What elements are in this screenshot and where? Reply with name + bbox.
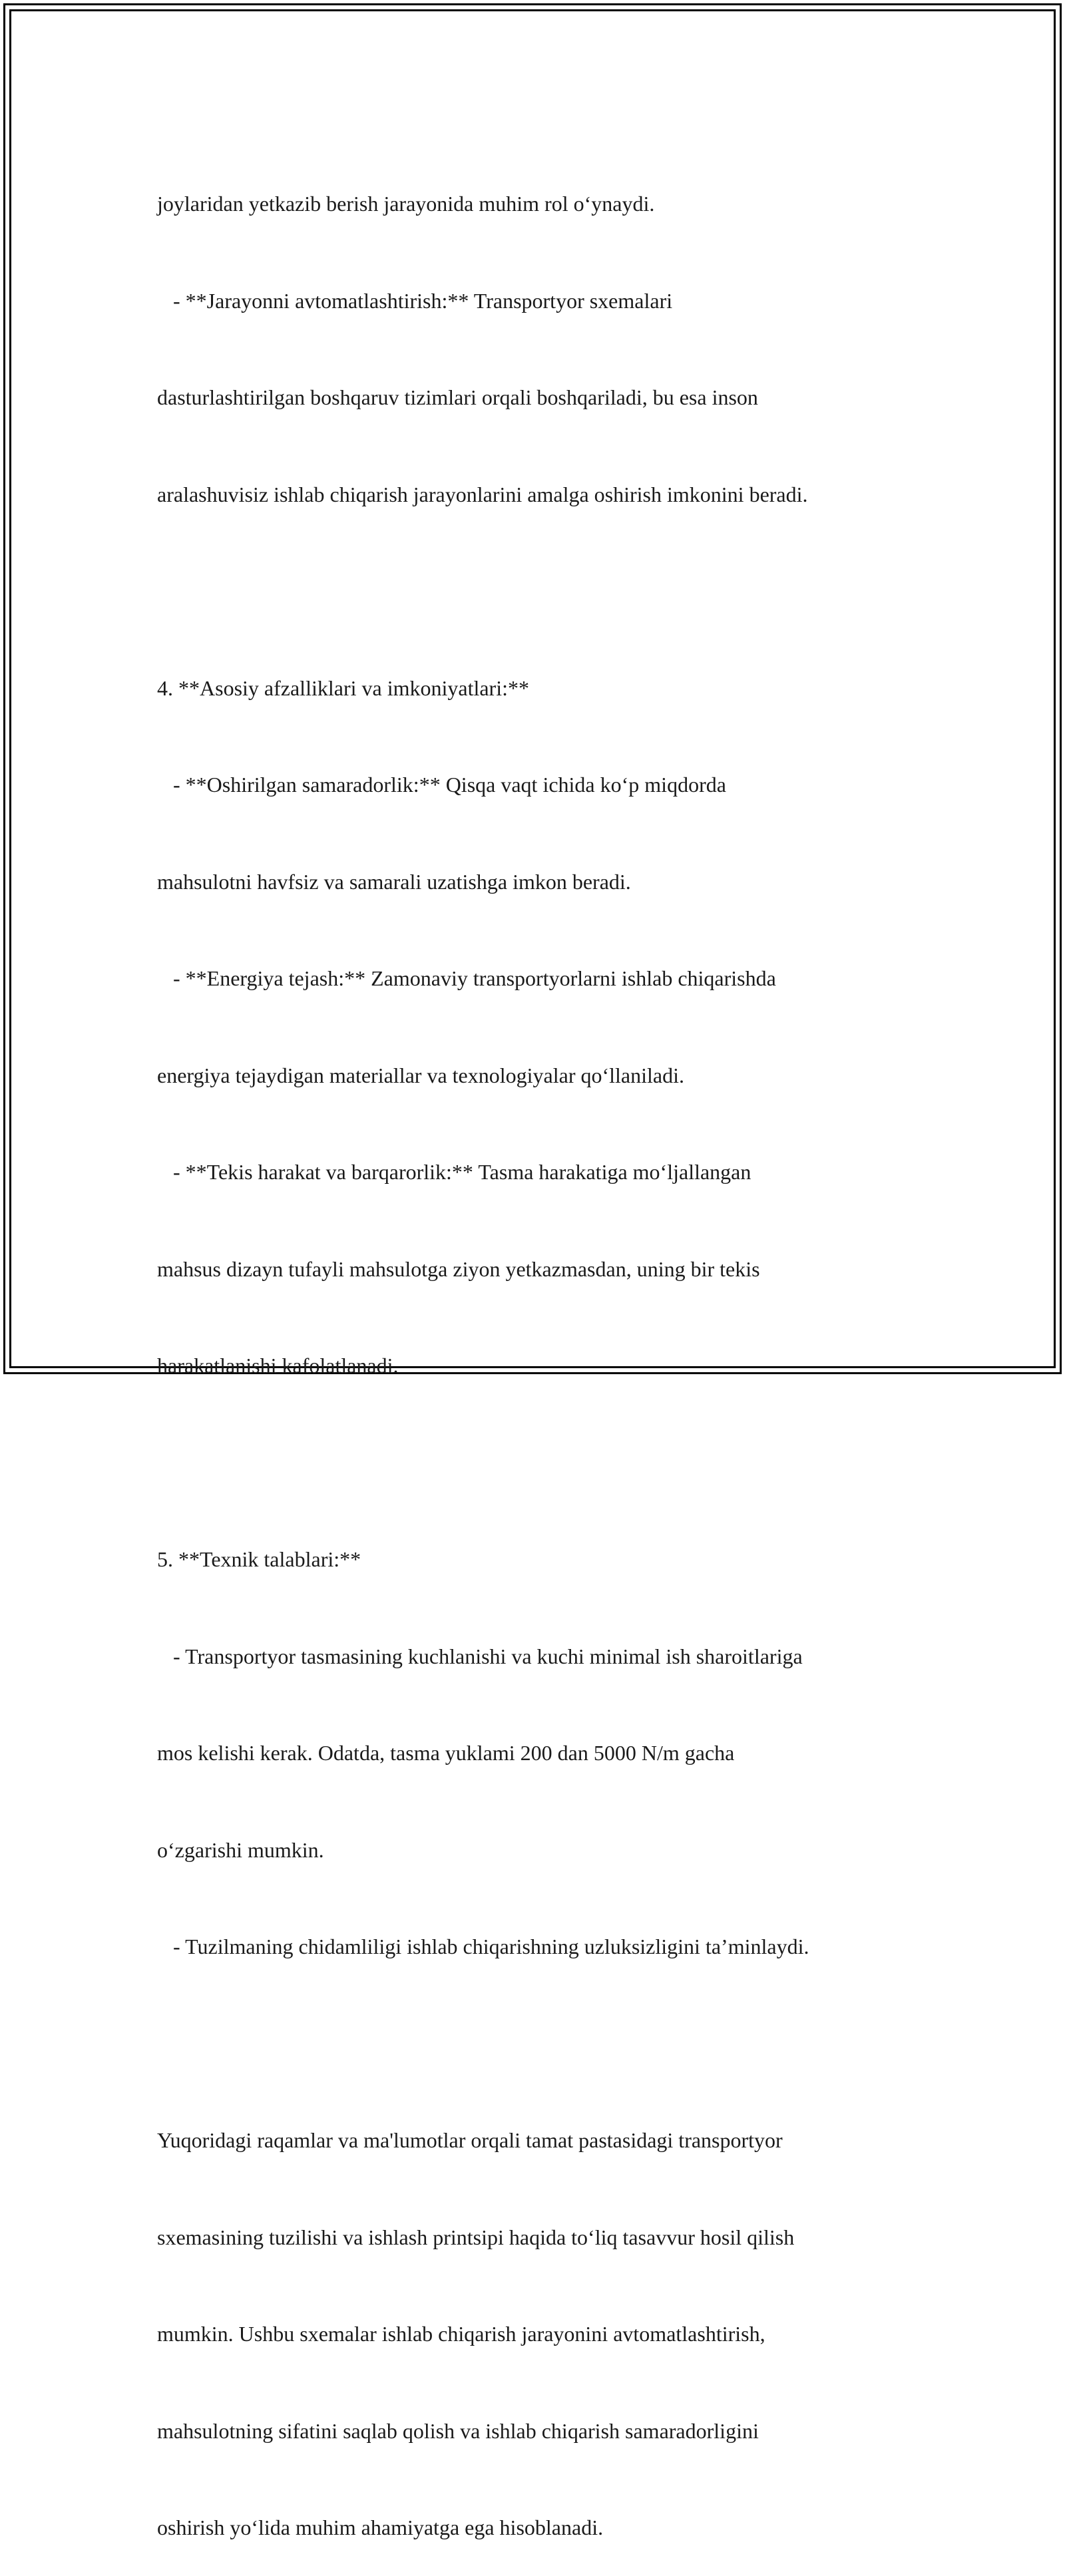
text-line: aralashuvisiz ishlab chiqarish jarayonlarini amalga oshirish imkonini beradi. — [157, 482, 808, 506]
text-line: sxemasining tuzilishi va ishlash printsipi haqida to‘liq tasavvur hosil qilish — [157, 2225, 795, 2249]
text-line: - **Energiya tejash:** Zamonaviy transportyorlarni ishlab chiqarishda — [157, 966, 776, 990]
text-line: - Tuzilmaning chidamliligi ishlab chiqarishning uzluksizligini ta’minlaydi. — [157, 1934, 809, 1958]
blank-line — [157, 1447, 929, 1479]
text-line: Yuqoridagi raqamlar va ma'lumotlar orqali tamat pastasidagi transportyor — [157, 2128, 783, 2152]
section-heading: 4. **Asosiy afzalliklari va imkoniyatlari:** — [157, 675, 529, 700]
text-line: mumkin. Ushbu sxemalar ishlab chiqarish jarayonini avtomatlashtirish, — [157, 2322, 765, 2346]
text-line: - **Tekis harakat va barqarorlik:** Tasma harakatiga mo‘ljallangan — [157, 1160, 751, 1184]
text-line: mahsulotning sifatini saqlab qolish va ishlab chiqarish samaradorligini — [157, 2418, 759, 2443]
blank-line — [157, 2028, 929, 2060]
text-line: harakatlanishi kafolatlanadi. — [157, 1354, 399, 1378]
text-line: energiya tejaydigan materiallar va texnologiyalar qo‘llaniladi. — [157, 1063, 684, 1087]
section-heading: 5. **Texnik talablari:** — [157, 1547, 361, 1571]
text-line: mahsus dizayn tufayli mahsulotga ziyon yetkazmasdan, uning bir tekis — [157, 1256, 760, 1281]
text-line: - Transportyor tasmasining kuchlanishi va kuchi minimal ish sharoitlariga — [157, 1644, 803, 1668]
text-line: - **Oshirilgan samaradorlik:** Qisqa vaqt ichida ko‘p miqdorda — [157, 773, 726, 797]
document-body — [157, 123, 929, 2576]
text-line: - **Jarayonni avtomatlashtirish:** Transportyor sxemalari — [157, 288, 673, 313]
text-line: o‘zgarishi mumkin. — [157, 1837, 324, 1862]
blank-line — [157, 575, 929, 608]
text-line: dasturlashtirilgan boshqaruv tizimlari orqali boshqariladi, bu esa inson — [157, 385, 758, 409]
text-line: mos kelishi kerak. Odatda, tasma yuklami 200 dan 5000 N/m gacha — [157, 1741, 735, 1765]
text-line: oshirish yo‘lida muhim ahamiyatga ega hisoblanadi. — [157, 2515, 604, 2539]
text-line: mahsulotni havfsiz va samarali uzatishga imkon beradi. — [157, 869, 631, 894]
text-line: joylaridan yetkazib berish jarayonida muhim rol o‘ynaydi. — [157, 192, 655, 216]
